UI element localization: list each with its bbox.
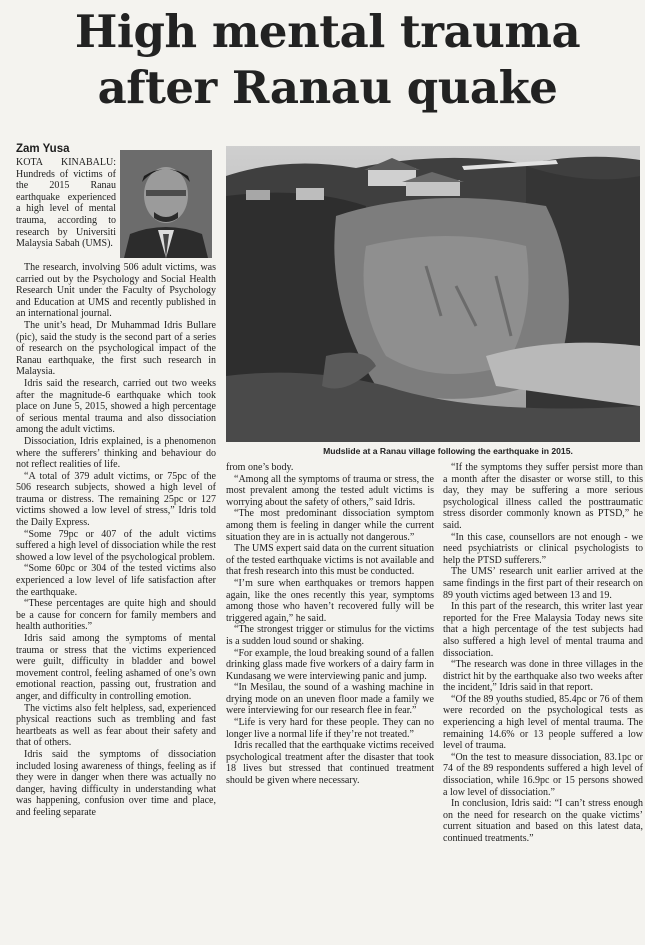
col3-para: “The research was done in three villages in the district hit by the earthquake also two weeks after the incident,” Idris said in that report. [443, 659, 643, 694]
col1-para: “A total of 379 adult victims, or 75pc of the 506 research subjects, showed a high level of trauma or distress. The remaining 25pc or 127 victims showed a low level of stress,” Idris told the Daily Express. [16, 470, 216, 529]
col3-para: “In this case, counsellors are not enough - we need psychiatrists or clinical psychologists to help the PTSD sufferers.” [443, 531, 643, 566]
col1-para: The unit’s head, Dr Muhammad Idris Bullare (pic), said the study is the second part of a series of research on the psychological impact of the Ranau earthquake, the first such research in Malaysia. [16, 319, 216, 378]
lead-paragraph [16, 157, 116, 250]
col1-para: Idris said among the symptoms of mental trauma or stress that the victims experienced were guilt, difficulty in bladder and bowel movement control, feeling ashamed of one’s own emotional reaction, passing out, frustration and anger, and difficulty in controlling emotion. [16, 633, 216, 702]
col2-para: “For example, the loud breaking sound of a fallen drinking glass made five workers of a dairy farm in Kundasang we were interviewing panic and jump. [226, 647, 434, 682]
col2-para: Idris recalled that the earthquake victims received psychological treatment after the disaster that took 18 lives but stressed that continued treatment should be given where necessary. [226, 740, 434, 787]
col2-para: “Life is very hard for these people. They can no longer live a normal life if they’re not treated.” [226, 717, 434, 740]
col2-para: “Among all the symptoms of trauma or stress, the most prevalent among the tested adult victims is worrying about the safety of others,” said Idris. [226, 473, 434, 508]
headline [40, 4, 615, 116]
portrait-image [120, 150, 212, 258]
col1-para: “Some 60pc or 304 of the tested victims also experienced a low level of life satisfaction after the earthquake. [16, 563, 216, 598]
col2-para: “The most predominant dissociation symptom among them is feeling in danger while the current situation they are in is actually not dangerous.” [226, 508, 434, 543]
portrait-photo [120, 150, 212, 258]
article-column-1 [16, 262, 216, 819]
col2-para: “In Mesilau, the sound of a washing machine in drying mode on an uneven floor made a family we were interviewing for our research flee in fear.” [226, 682, 434, 717]
col3-para: In conclusion, Idris said: “I can’t stress enough on the need for research on the quake victims’ current situation and based on this latest data, continued treatments.” [443, 798, 643, 844]
col1-para: “Some 79pc or 407 of the adult victims suffered a high level of dissociation while the rest showed a low level of the psychological problem. [16, 528, 216, 563]
headline-line-1: High mental trauma [74, 5, 581, 58]
col3-para: In this part of the research, this writer last year reported for the Free Malaysia Today news site that a high percentage of the test subjects had also suffered a high level of mental trauma and dissociation. [443, 601, 643, 659]
article-column-2 [226, 462, 434, 787]
mudslide-photo [226, 146, 640, 442]
col1-para: “These percentages are quite high and should be a cause for concern for family members and health authorities.” [16, 598, 216, 633]
col1-para: Dissociation, Idris explained, is a phenomenon where the sufferers’ thinking and behaviour do not reflect realities of life. [16, 435, 216, 471]
col2-para: “The strongest trigger or stimulus for the victims is a sudden loud sound or shaking. [226, 624, 434, 647]
col1-para: Idris said the symptoms of dissociation included losing awareness of things, feeling as if they were in danger when there was actually no danger, having difficulty in understanding what was happening, confusion over time and place, and feeling separate [16, 748, 216, 818]
col1-para: Idris said the research, carried out two weeks after the magnitude-6 earthquake which took place on June 5, 2015, showed a high percentage of serious mental trauma and also dissociation among the adult victims. [16, 377, 216, 436]
col1-para: The research, involving 506 adult victims, was carried out by the Psychology and Social Health Research Unit under the Faculty of Psychology and Education at UMS and recently published in an international journal. [16, 262, 216, 320]
col3-para: “If the symptoms they suffer persist more than a month after the disaster or worse still, to this day, they may be suffering a more serious psychological illness called the posttraumatic stress disorder commonly known as PTSD,” he said. [443, 462, 643, 531]
col3-para: “On the test to measure dissociation, 83.1pc or 74 of the 89 respondents suffered a high level of dissociation, while 16.9pc or 15 persons showed a low level of dissociation.” [443, 751, 643, 798]
col2-para: from one’s body. [226, 462, 294, 473]
headline-line-2: after Ranau quake [97, 61, 558, 114]
col1-para: The victims also felt helpless, sad, experienced physical reactions such as trembling and fast heartbeats as well as fear about their safety and that of others. [16, 702, 216, 749]
col3-para: The UMS’ research unit earlier arrived at the same findings in the first part of their research on 89 youth victims aged between 13 and 19. [443, 566, 643, 601]
mudslide-image [226, 146, 640, 442]
photo-caption: Mudslide at a Ranau village following the earthquake in 2015. [323, 446, 573, 456]
lead-text: KOTA KINABALU: Hundreds of victims of the 2015 Ranau earthquake experienced a high level of mental trauma, according to research by Universiti Malaysia Sabah (UMS). [16, 157, 116, 250]
byline: Zam Yusa [16, 143, 70, 155]
col2-para: The UMS expert said data on the current situation of the tested earthquake victims is not available and that fresh research into this must be conducted. [226, 543, 434, 578]
col3-para: “Of the 89 youths studied, 85.4pc or 76 of them were recorded on the psychological tests as experiencing a high level of mental trauma. The remaining 14.6% or 13 people suffered a low level of trauma. [443, 693, 643, 752]
col2-para: “I’m sure when earthquakes or tremors happen again, like the ones recently this year, symptoms among those who haven’t recovered fully will be triggered again,” he said. [226, 577, 434, 624]
article-column-3 [443, 462, 643, 845]
